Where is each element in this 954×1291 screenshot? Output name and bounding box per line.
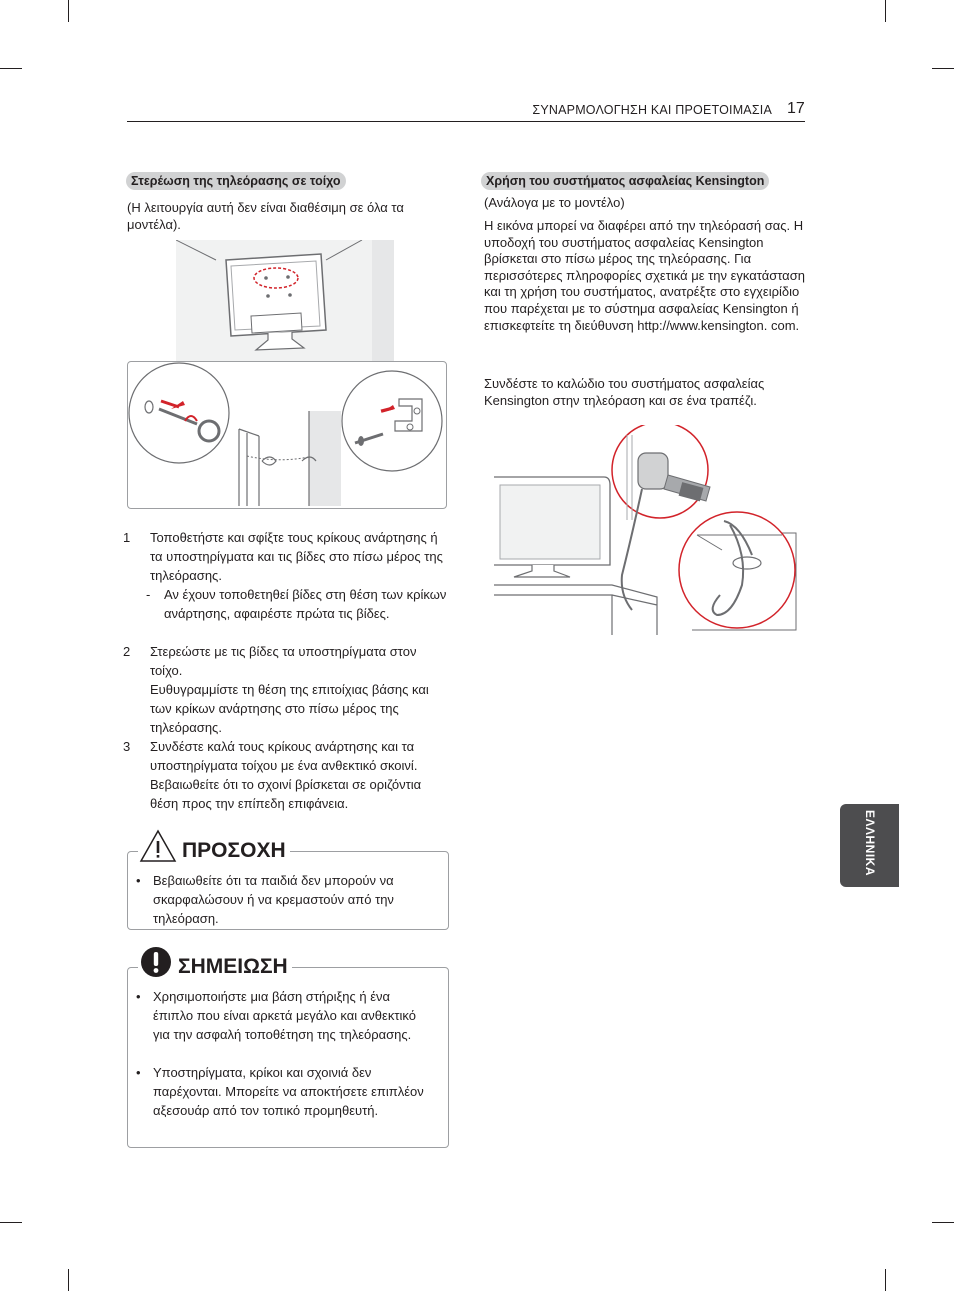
language-tab-label: ΕΛΛΗΝΙΚΑ	[863, 810, 877, 877]
model-note: (Ανάλογα με το μοντέλο)	[484, 195, 625, 210]
warning-triangle-icon	[138, 828, 178, 864]
note-text: Χρησιμοποιήστε μια βάση στήριξης ή ένα έπιπλο που είναι αρκετά μεγάλο και ανθεκτικό για την ασφαλή τοποθέτηση της τηλεόρασης.	[153, 989, 416, 1042]
page-number: 17	[787, 100, 805, 117]
step-number: 1	[123, 530, 131, 545]
bullet: •	[136, 989, 141, 1004]
kensington-lock-illustration	[492, 425, 798, 637]
bracket-illustration	[127, 361, 447, 509]
step-dash: -	[146, 587, 151, 602]
caution-text: Βεβαιωθείτε ότι τα παιδιά δεν μπορούν να σκαρφαλώσουν ή να κρεμαστούν από την τηλεόραση.	[153, 873, 394, 926]
note-text: Υποστηρίγματα, κρίκοι και σχοινιά δεν παρέχονται. Μπορείτε να αποκτήσετε επιπλέον αξεσουάρ από τον τοπικό προμηθευτή.	[153, 1065, 424, 1118]
step-text: Συνδέστε καλά τους κρίκους ανάρτησης και τα υποστηρίγματα τοίχου με ένα ανθεκτικό σκοινί. Βεβαιωθείτε ότι το σχοινί βρίσκεται σε οριζόντια θέση προς την επίπεδη επιφάνεια.	[150, 739, 422, 811]
step-number: 2	[123, 644, 131, 659]
crop-mark	[932, 1222, 954, 1223]
bullet: •	[136, 1065, 141, 1080]
step-text: Ευθυγραμμίστε τη θέση της επιτοίχιας βάσης και των κρίκων ανάρτησης στο πίσω μέρος της τηλεόρασης.	[150, 682, 429, 735]
availability-note: (Η λειτουργία αυτή δεν είναι διαθέσιμη σε όλα τα μοντέλα).	[127, 200, 404, 232]
step-number: 3	[123, 739, 131, 754]
crop-mark	[68, 1269, 69, 1291]
caution-title: ΠΡΟΣΟΧΗ	[178, 839, 290, 863]
wall-mount-heading: Στερέωση της τηλεόρασης σε τοίχο	[126, 172, 346, 190]
kensington-paragraph-1: Η εικόνα μπορεί να διαφέρει από την τηλεόρασή σας. Η υποδοχή του συστήματος ασφαλείας Kensington βρίσκεται στο πίσω μέρος της τηλεόρασης. Για περισσότερες πληροφορίες σχετικά με την εγκατάσταση και τη χρήση του συστήματος, ανατρέξτε στο εγχειρίδιο που παρέχεται με το σύστημα ασφαλείας Kensington ή επισκεφτείτε τη διεύθυνση http://www.kensington. com.	[484, 218, 805, 333]
header-rule	[127, 121, 805, 122]
kensington-paragraph-2: Συνδέστε το καλώδιο του συστήματος ασφαλείας Kensington στην τηλεόραση και σε ένα τραπέζι.	[484, 376, 765, 408]
crop-mark	[68, 0, 69, 22]
tv-wall-illustration	[176, 240, 394, 362]
kensington-heading: Χρήση του συστήματος ασφαλείας Kensington	[481, 172, 769, 190]
bullet: •	[136, 873, 141, 888]
crop-mark	[0, 1222, 22, 1223]
step-text: Αν έχουν τοποθετηθεί βίδες στη θέση των κρίκων ανάρτησης, αφαιρέστε πρώτα τις βίδες.	[164, 587, 447, 621]
crop-mark	[885, 0, 886, 22]
exclamation-circle-icon	[138, 945, 174, 981]
step-text: Στερεώστε με τις βίδες τα υποστηρίγματα στον τοίχο.	[150, 644, 417, 678]
crop-mark	[932, 68, 954, 69]
crop-mark	[0, 68, 22, 69]
step-text: Τοποθετήστε και σφίξτε τους κρίκους ανάρτησης ή τα υποστηρίγματα και τις βίδες στο πίσω μέρος της τηλεόρασης.	[150, 530, 443, 583]
note-title: ΣΗΜΕΙΩΣΗ	[174, 955, 292, 979]
crop-mark	[885, 1269, 886, 1291]
section-header: ΣΥΝΑΡΜΟΛΟΓΗΣΗ ΚΑΙ ΠΡΟΕΤΟΙΜΑΣΙΑ	[532, 103, 772, 117]
